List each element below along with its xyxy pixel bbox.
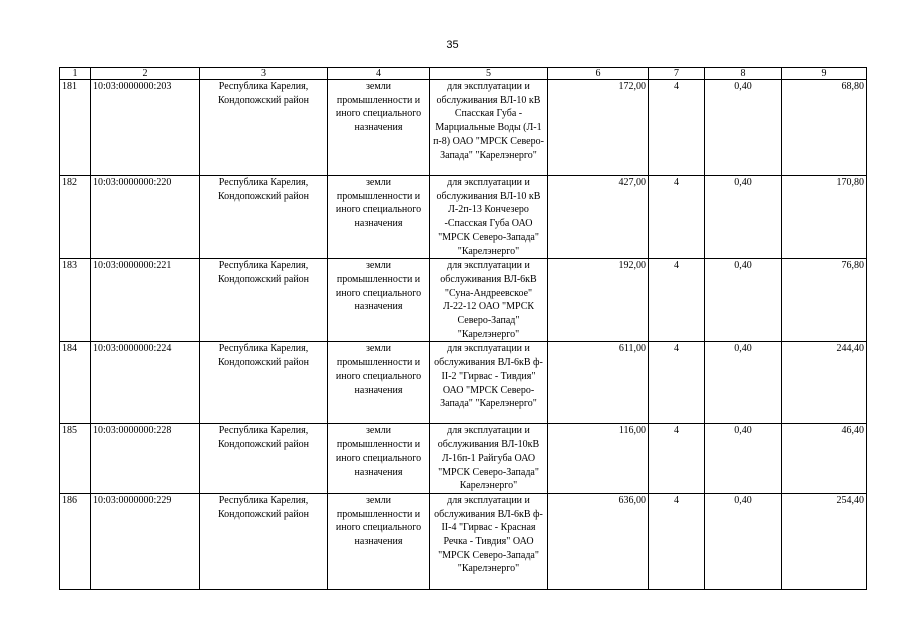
table-header-row bbox=[60, 68, 867, 80]
column-header-8: 8 bbox=[705, 68, 782, 80]
permitted-use: для эксплуатации и обслуживания ВЛ-10 кВ Спасская Губа - Марциальные Воды (Л-1 п-8) ОАО "МРСК Северо-Запада" "Карелэнерго" bbox=[430, 80, 548, 176]
area-value: 172,00 bbox=[548, 80, 649, 176]
table-row bbox=[60, 424, 867, 494]
cadastral-number: 10:03:0000000:229 bbox=[91, 493, 200, 589]
sum-value: 254,40 bbox=[782, 493, 867, 589]
area-value: 192,00 bbox=[548, 259, 649, 342]
location: Республика Карелия, Кондопожский район bbox=[200, 176, 328, 259]
column-7-value: 4 bbox=[649, 493, 705, 589]
sum-value: 76,80 bbox=[782, 259, 867, 342]
cadastral-number: 10:03:0000000:203 bbox=[91, 80, 200, 176]
area-value: 636,00 bbox=[548, 493, 649, 589]
row-number: 183 bbox=[60, 259, 91, 342]
sum-value: 244,40 bbox=[782, 342, 867, 424]
column-header-1: 1 bbox=[60, 68, 91, 80]
land-category: земли промышленности и иного специального назначения bbox=[328, 80, 430, 176]
sum-value: 68,80 bbox=[782, 80, 867, 176]
row-number: 185 bbox=[60, 424, 91, 494]
table-row bbox=[60, 342, 867, 424]
column-header-2: 2 bbox=[91, 68, 200, 80]
cadastral-number: 10:03:0000000:228 bbox=[91, 424, 200, 494]
row-number: 182 bbox=[60, 176, 91, 259]
location: Республика Карелия, Кондопожский район bbox=[200, 342, 328, 424]
column-7-value: 4 bbox=[649, 80, 705, 176]
column-header-5: 5 bbox=[430, 68, 548, 80]
permitted-use: для эксплуатации и обслуживания ВЛ-6кВ ф-II-4 "Гирвас - Красная Речка - Тивдия" ОАО "МРСК Северо-Запада" "Карелэнерго" bbox=[430, 493, 548, 589]
rate-value: 0,40 bbox=[705, 259, 782, 342]
sum-value: 46,40 bbox=[782, 424, 867, 494]
permitted-use: для эксплуатации и обслуживания ВЛ-6кВ "Суна-Андреевское" Л-22-12 ОАО "МРСК Северо-Запад" "Карелэнерго" bbox=[430, 259, 548, 342]
column-7-value: 4 bbox=[649, 259, 705, 342]
row-number: 181 bbox=[60, 80, 91, 176]
row-number: 184 bbox=[60, 342, 91, 424]
permitted-use: для эксплуатации и обслуживания ВЛ-10 кВ Л-2п-13 Кончезеро -Спасская Губа ОАО "МРСК Северо-Запада" "Карелэнерго" bbox=[430, 176, 548, 259]
permitted-use: для эксплуатации и обслуживания ВЛ-6кВ ф-II-2 "Гирвас - Тивдия" ОАО "МРСК Северо-Запада" "Карелэнерго" bbox=[430, 342, 548, 424]
rate-value: 0,40 bbox=[705, 342, 782, 424]
location: Республика Карелия, Кондопожский район bbox=[200, 259, 328, 342]
column-header-4: 4 bbox=[328, 68, 430, 80]
page-number: 35 bbox=[446, 39, 459, 51]
location: Республика Карелия, Кондопожский район bbox=[200, 424, 328, 494]
permitted-use: для эксплуатации и обслуживания ВЛ-10кВ Л-16п-1 Райгуба ОАО "МРСК Северо-Запада" Карелэнерго" bbox=[430, 424, 548, 494]
land-plots-table bbox=[59, 67, 867, 590]
rate-value: 0,40 bbox=[705, 176, 782, 259]
land-category: земли промышленности и иного специального назначения bbox=[328, 259, 430, 342]
cadastral-number: 10:03:0000000:220 bbox=[91, 176, 200, 259]
rate-value: 0,40 bbox=[705, 424, 782, 494]
land-category: земли промышленности и иного специального назначения bbox=[328, 342, 430, 424]
column-7-value: 4 bbox=[649, 424, 705, 494]
area-value: 427,00 bbox=[548, 176, 649, 259]
column-header-6: 6 bbox=[548, 68, 649, 80]
area-value: 116,00 bbox=[548, 424, 649, 494]
land-category: земли промышленности и иного специального назначения bbox=[328, 176, 430, 259]
rate-value: 0,40 bbox=[705, 493, 782, 589]
rate-value: 0,40 bbox=[705, 80, 782, 176]
cadastral-number: 10:03:0000000:224 bbox=[91, 342, 200, 424]
location: Республика Карелия, Кондопожский район bbox=[200, 80, 328, 176]
column-header-3: 3 bbox=[200, 68, 328, 80]
column-header-7: 7 bbox=[649, 68, 705, 80]
column-header-9: 9 bbox=[782, 68, 867, 80]
land-category: земли промышленности и иного специального назначения bbox=[328, 493, 430, 589]
sum-value: 170,80 bbox=[782, 176, 867, 259]
row-number: 186 bbox=[60, 493, 91, 589]
location: Республика Карелия, Кондопожский район bbox=[200, 493, 328, 589]
column-7-value: 4 bbox=[649, 176, 705, 259]
area-value: 611,00 bbox=[548, 342, 649, 424]
land-category: земли промышленности и иного специального назначения bbox=[328, 424, 430, 494]
cadastral-number: 10:03:0000000:221 bbox=[91, 259, 200, 342]
table-row bbox=[60, 493, 867, 589]
table-row bbox=[60, 176, 867, 259]
table-row bbox=[60, 80, 867, 176]
table-row bbox=[60, 259, 867, 342]
column-7-value: 4 bbox=[649, 342, 705, 424]
